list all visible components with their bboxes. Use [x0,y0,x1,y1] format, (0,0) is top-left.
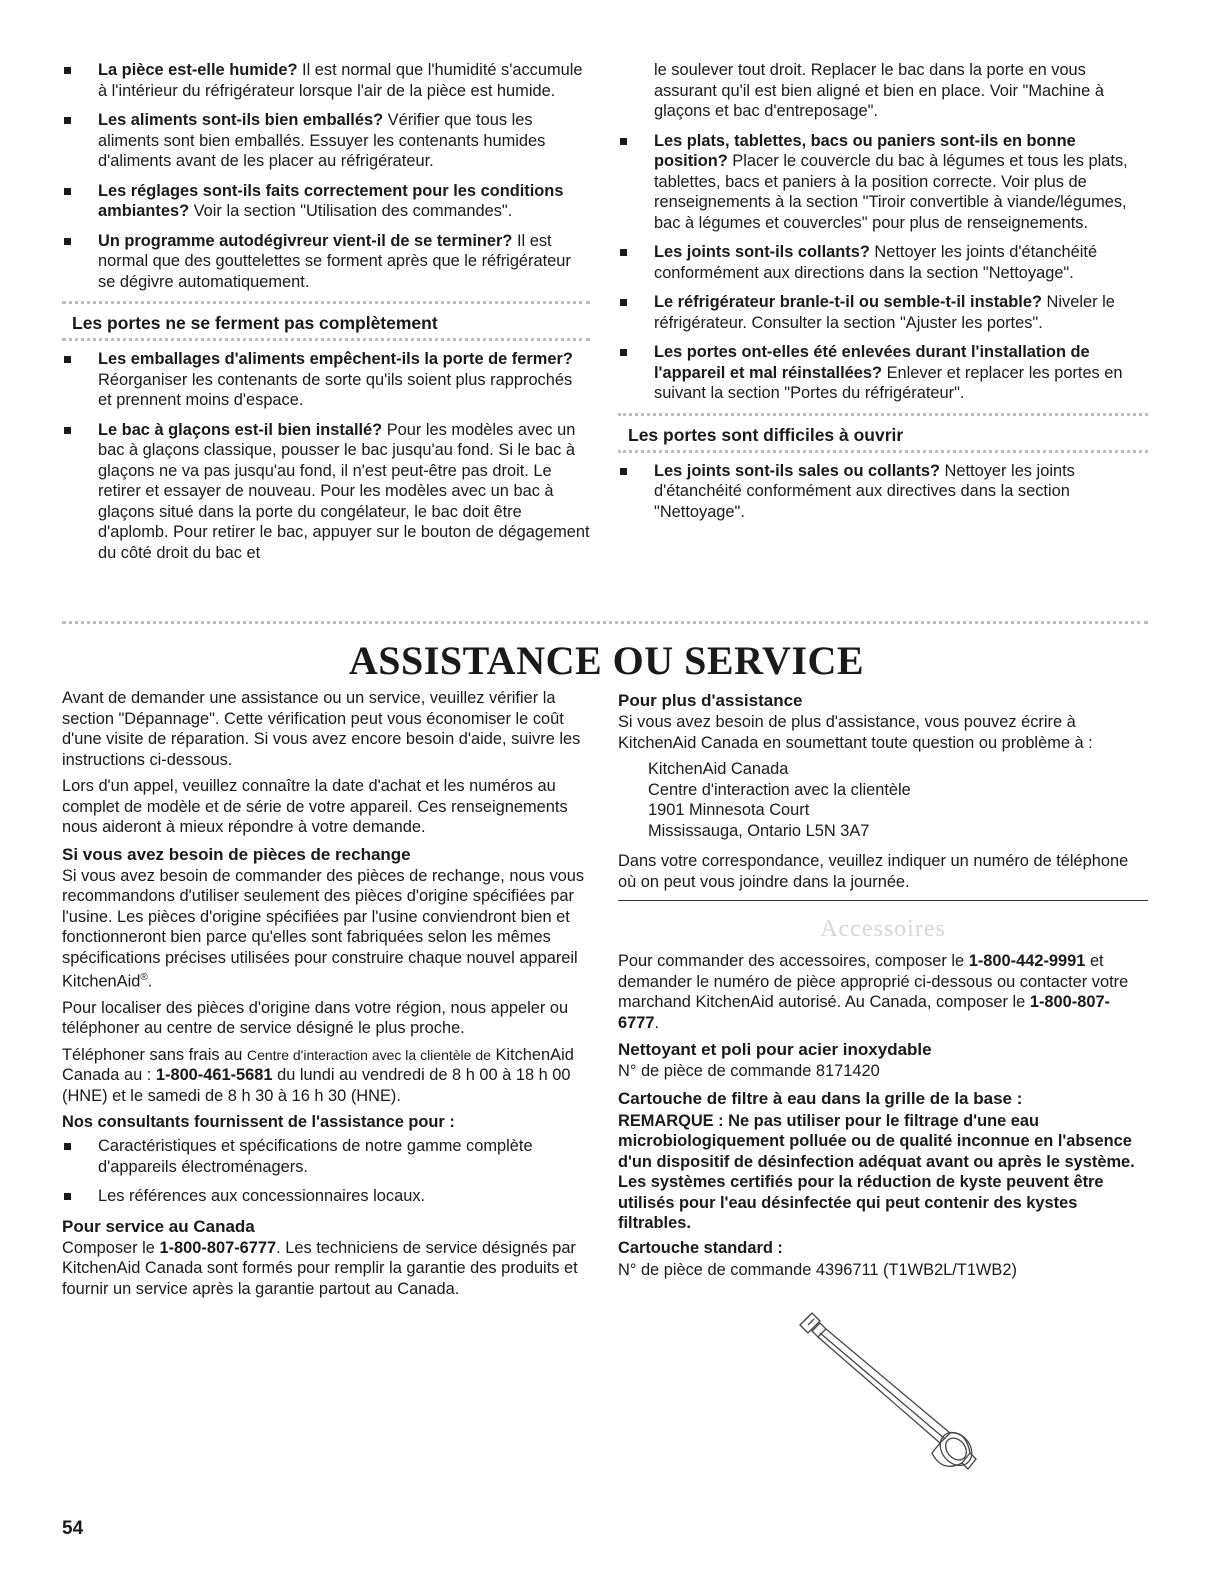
list-item: Les réglages sont-ils faits correctement pour les conditions ambiantes? Voir la section "Utilisation des commandes". [62,181,590,222]
bullet-icon [64,67,71,74]
bullet-icon [64,427,71,434]
list-item: Les joints sont-ils collants? Nettoyer les joints d'étanchéité conformément aux directions dans la section "Nettoyage". [618,242,1148,283]
list-item: Les aliments sont-ils bien emballés? Vérifier que tous les aliments sont bien emballés. Essuyer les contenants humides d'aliments avant de les placer au réfrigérateur. [62,110,590,172]
list-item: Caractéristiques et spécifications de notre gamme complète d'appareils électroménagers. [62,1136,590,1177]
list-item: Les joints sont-ils sales ou collants? Nettoyer les joints d'étanchéité conformément aux directives dans la section "Nettoyage". [618,461,1148,523]
intro-paragraph: Avant de demander une assistance ou un service, veuillez vérifier la section "Dépannage". Cette vérification peut vous économiser le coût d'une visite de réparation. Si vous avez encore besoin d'aide, suivre les instructions ci-dessous. [62,689,581,769]
phone-number: 1-800-807-6777 [159,1238,277,1257]
more-help-paragraph: Si vous avez besoin de plus d'assistance, vous pouvez écrire à KitchenAid Canada en soumettant toute question ou problème à : [618,713,1093,752]
page-number: 54 [62,1518,84,1539]
list-item: Le réfrigérateur branle-t-il ou semble-t-il instable? Niveler le réfrigérateur. Consulter la section "Ajuster les portes". [618,292,1148,333]
correspondence-paragraph: Dans votre correspondance, veuillez indiquer un numéro de téléphone où on peut vous joindre dans la journée. [618,852,1129,891]
list-item: La pièce est-elle humide? Il est normal que l'humidité s'accumule à l'intérieur du réfrigérateur lorsque l'air de la pièce est humide. [62,60,590,101]
bullet-icon [620,249,627,256]
list-item: Les plats, tablettes, bacs ou paniers sont-ils en bonne position? Placer le couvercle du bac à légumes et tous les plats, tablettes, bacs et paniers à la position correcte. Voir plus de renseignements à la section "Tiroir convertible à viande/légumes, bac à légumes et couvercles" pour plus de renseignements. [618,131,1148,234]
list-item: Les emballages d'aliments empêchent-ils la porte de fermer? Réorganiser les contenants de sorte qu'ils soient plus rapprochés et prennent moins d'espace. [62,349,590,411]
consultants-list [62,1136,590,1207]
mailing-address: KitchenAid Canada Centre d'interaction avec la clientèle 1901 Minnesota Court Mississauga, Ontario L5N 3A7 [648,760,911,840]
locate-parts-paragraph: Pour localiser des pièces d'origine dans votre région, nous appeler ou téléphoner au centre de service désigné le plus proche. [62,998,569,1038]
section-divider [62,621,1148,624]
filter-heading: Cartouche de filtre à eau dans la grille de la base : [618,1088,1023,1108]
standard-cartridge-heading: Cartouche standard : [618,1238,783,1257]
right-bottom-column [618,688,1148,1280]
bullet-icon [64,188,71,195]
cleaner-heading: Nettoyant et poli pour acier inoxydable [618,1040,932,1059]
phone-number: 1-800-461-5681 [155,1066,273,1085]
parts-heading: Si vous avez besoin de pièces de rechange [62,844,411,864]
door-open-checklist [618,461,1148,523]
water-filter-icon [790,1303,990,1483]
left-bottom-column [62,688,590,1299]
bullet-icon [64,238,71,245]
bullet-icon [620,349,627,356]
accessories-paragraph: Pour commander des accessoires, composer le 1-800-442-9991 et demander le numéro de pièce approprié ci-dessous ou contacter votre marchand KitchenAid autorisé. Au Canada, composer le 1-800-807-6777. [618,952,1129,1032]
continued-text: le soulever tout droit. Replacer le bac dans la porte en vous assurant qu'il est bien aligné et bien en place. Voir "Machine à glaçons et bac d'entreposage". [654,61,1104,120]
accessories-heading: Accessoires [820,916,946,942]
list-item: Le bac à glaçons est-il bien installé? Pour les modèles avec un bac à glaçons classique, pousser le bac jusqu'au fond. Si le bac à glaçons ne va pas jusqu'au fond, il n'est peut-être pas droit. Le retirer et essayer de nouveau. Pour les modèles avec un bac à glaçons situé dans la porte du congélateur, le bac doit être d'aplomb. Pour retirer le bac, appuyer sur le bouton de dégagement du côté droit du bac et [62,420,590,564]
parts-paragraph: Si vous avez besoin de commander des pièces de rechange, nous vous recommandons d'utiliser seulement des pièces d'origine spécifiées par l'usine. Les pièces d'origine spécifiées par l'usine conviendront bien et fonctionneront bien parce qu'elles sont fabriquées selon les mêmes spécifications précises utilisées pour construire chaque nouvel appareil KitchenAid®. [62,866,585,991]
left-top-column [62,60,590,572]
phone-number: 1-800-442-9991 [968,952,1086,970]
list-item: Les portes ont-elles été enlevées durant l'installation de l'appareil et mal réinstallées? Enlever et replacer les portes en suivant la section "Portes du réfrigérateur". [618,342,1148,404]
list-item: Un programme autodégivreur vient-il de se terminer? Il est normal que des gouttelettes se forment après que le réfrigérateur se dégivre automatiquement. [62,231,590,293]
bullet-icon [620,299,627,306]
bullet-icon [64,117,71,124]
filter-warning-note: REMARQUE : Ne pas utiliser pour le filtrage d'une eau microbiologiquement polluée ou de qualité inconnue en l'absence d'un dispositif de désinfection adéquat avant ou après le système. Les systèmes certifiés pour la réduction de kyste peuvent être utilisés pour l'eau désinfectée qui peut contenir des kystes filtrables. [618,1111,1135,1232]
cleaner-part-number: N° de pièce de commande 8171420 [618,1062,880,1080]
troubleshoot-checklist [618,131,1148,404]
page-title: ASSISTANCE OU SERVICE [348,638,865,683]
bullet-icon [620,468,627,475]
section-heading: Les portes ne se ferment pas complètement [62,301,590,341]
more-help-heading: Pour plus d'assistance [618,691,803,710]
water-filter-cartridge-illustration [790,1303,990,1483]
section-heading: Les portes sont difficiles à ouvrir [618,413,1148,453]
canada-service-paragraph: Composer le 1-800-807-6777. Les techniciens de service désignés par KitchenAid Canada sont formés pour remplir la garantie des produits et fournir un service après la garantie partout au Canada. [62,1238,578,1298]
phone-number: 1-800-807-6777 [618,993,1111,1032]
consultants-heading: Nos consultants fournissent de l'assistance pour : [62,1113,455,1132]
call-info-paragraph: Lors d'un appel, veuillez connaître la date d'achat et les numéros au complet de modèle et de série de votre appareil. Ces renseignements nous aideront à mieux répondre à votre demande. [62,777,568,836]
list-item: Les références aux concessionnaires locaux. [62,1186,590,1207]
bullet-icon [64,1143,71,1150]
bullet-icon [64,356,71,363]
door-close-checklist [62,349,590,563]
standard-cartridge-part-number: N° de pièce de commande 4396711 (T1WB2L/T1WB2) [618,1260,1017,1279]
phone-paragraph: Téléphoner sans frais au Centre d'interaction avec la clientèle de KitchenAid Canada au : 1-800-461-5681 du lundi au vendredi de 8 h 00 à 18 h 00 (HNE) et le samedi de 8 h 30 à 16 h 30 (HNE). [62,1045,574,1105]
divider [618,900,1148,901]
bullet-icon [64,1193,71,1200]
canada-service-heading: Pour service au Canada [62,1216,255,1236]
bullet-icon [620,138,627,145]
humidity-checklist [62,60,590,292]
right-top-column [618,60,1148,531]
